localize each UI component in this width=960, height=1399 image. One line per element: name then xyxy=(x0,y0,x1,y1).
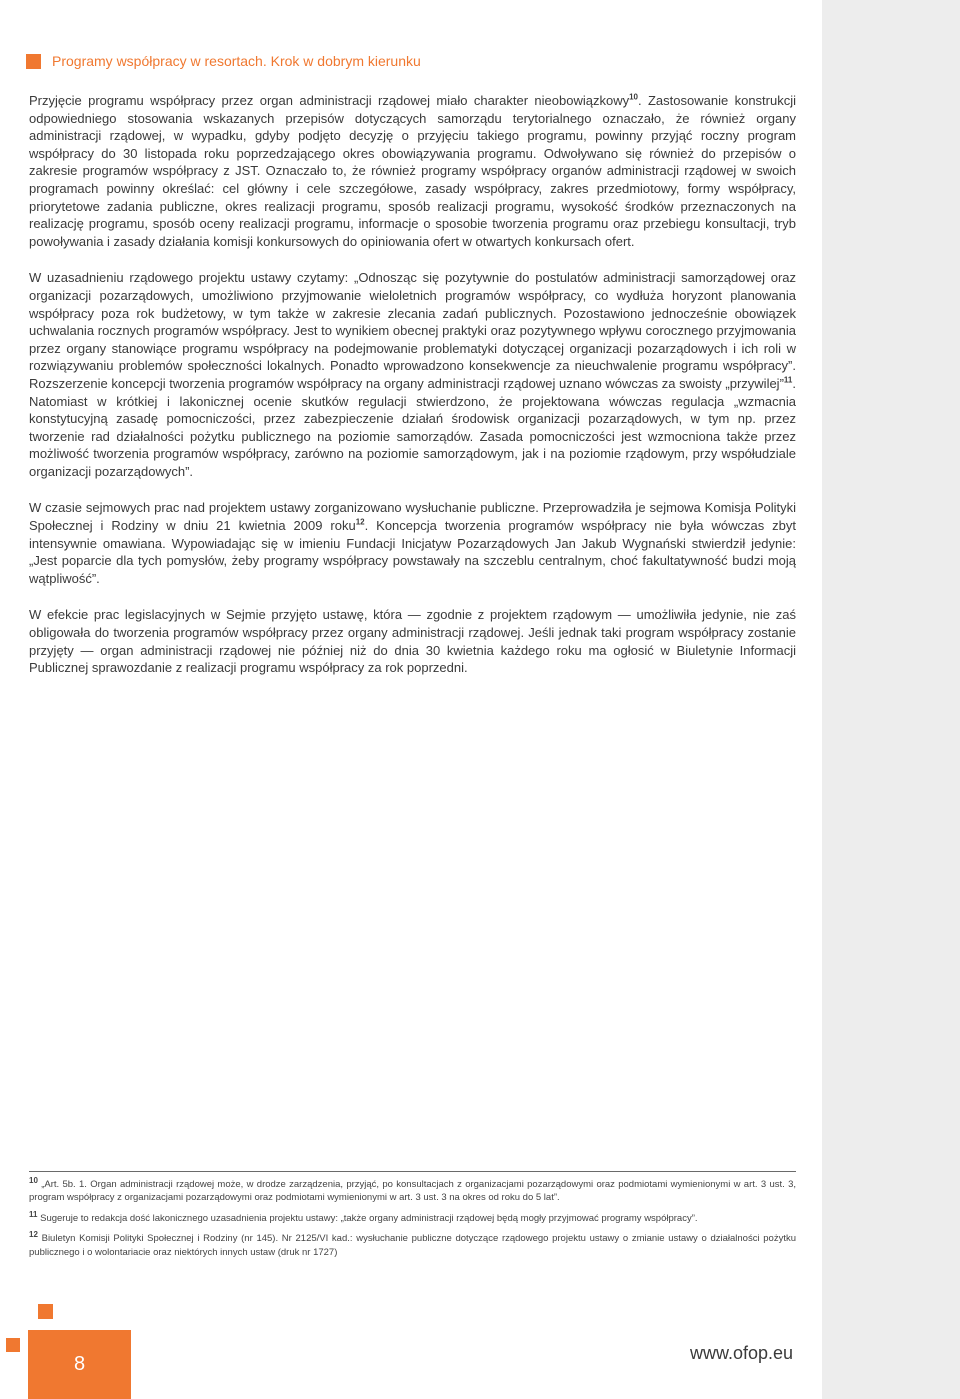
paragraph-4: W efekcie prac legislacyjnych w Sejmie przyjęto ustawę, która — zgodnie z projektem rządowym — umożliwiła jedynie, nie zaś obligowała do tworzenia programów współpracy przez organy administracji rządowej. Jeśli jednak taki program współpracy zostanie przyjęty — organ administracji rządowej nie później niż do dnia 30 kwietnia każdego roku ma ogłosić w Biuletynie Informacji Publicznej sprawozdanie z realizacji programu współpracy za rok poprzedni. xyxy=(29,607,796,676)
decor-square-mid-icon xyxy=(6,1338,20,1352)
footnote-text: Biuletyn Komisji Polityki Społecznej i Rodziny (nr 145). Nr 2125/VI kad.: wysłuchanie publiczne dotyczące rządowego projektu ustawy o zmianie ustawy o działalności pożytku publicznego i o wolontariacie oraz niektórych innych ustaw (druk nr 1727) xyxy=(29,1233,796,1258)
page-number: 8 xyxy=(73,1353,86,1375)
footnote-ref-10[interactable]: 10 xyxy=(629,92,638,102)
header-title: Programy współpracy w resortach. Krok w dobrym kierunku xyxy=(52,53,421,69)
page-number-box xyxy=(28,1330,131,1399)
footnote-ref-11[interactable]: 11 xyxy=(783,375,793,385)
paragraph-1: Przyjęcie programu współpracy przez organ administracji rządowej miało charakter nieobowiązkowy$^{10}$. Zastosowanie konstrukcji odpowiedniego stosowania wskazanych przepisów dotyczących samorządu terytorialnego oznaczało, że również organy administracji rządowej, w wypadku, gdyby podjęto decyzję o przyjęciu takiego programu, powinny przyjąć roczny program współpracy do 30 listopada roku poprzedzającego okres obowiązywania programu. Odwoływano się również do przepisów o zakresie programów współpracy z JST. Oznaczało to, że również programy współpracy organów administracji rządowej w swoich programach powinny określać: cel główny i cele szczegółowe, zasady współpracy, zakres przedmiotowy, formy współpracy, priorytetowe zadania publiczne, okres realizacji programu, sposób realizacji programu, wysokość środków przeznaczonych na realizację programu, sposób oceny realizacji programu, informacje o sposobie tworzenia programu oraz przebiegu konsultacji, tryb powoływania i zasady działania komisji konkursowych do opiniowania ofert w otwartych konkursach ofert. xyxy=(29,92,796,249)
main-content xyxy=(29,92,796,696)
footnote-10 xyxy=(29,1175,797,1205)
footnote-ref-12[interactable]: 12 xyxy=(355,517,365,527)
side-strip xyxy=(822,0,960,1399)
footnote-text: „Art. 5b. 1. Organ administracji rządowej może, w drodze zarządzenia, przyjąć, po konsultacjach z organizacjami pozarządowymi oraz podmiotami wymienionymi w art. 3 ust. 3, program współpracy z organizacjami pozarządowymi oraz podmiotami wymienionymi w art. 3 ust. 3 na okres od roku do 5 lat”. xyxy=(29,1179,797,1204)
header-square-icon xyxy=(26,54,41,69)
site-url-link[interactable]: www.ofop.eu xyxy=(690,1343,794,1363)
footnote-divider xyxy=(29,1171,796,1172)
footnote-number: 12 xyxy=(29,1230,38,1240)
decor-square-small-icon xyxy=(38,1304,53,1319)
paragraph-2: W uzasadnieniu rządowego projektu ustawy czytamy: „Odnosząc się pozytywnie do postulatów administracji samorządowej oraz organizacji pozarządowych, umożliwiono przyjmowanie wieloletnich programów współpracy, co wydłuża horyzont planowania współpracy poza rok budżetowy, w tym także w zakresie zlecania zadań publicznych. Pozostawiono jednocześnie obowiązek uchwalania rocznych programów współpracy. Jest to wynikiem obecnej praktyki oraz pozytywnego wpływu corocznego przyjmowania przez organy stanowiące programu współpracy na podejmowanie problematyki dotyczącej organizacji pozarządowych i ich roli w rozwiązywaniu problemów społeczności lokalnych. Ponadto wprowadzono konsekwencje za nieuchwalenie programu współpracy”. Rozszerzenie koncepcji tworzenia programów współpracy na organy administracji rządowej uznano wówczas za swoisty „przywilej”$^{11}$. Natomiast w krótkiej i lakonicznej ocenie skutków regulacji stwierdzono, że projektowana wówczas regulacja „wzmacnia konstytucyjną zasadę pomocniczości, przez zabezpieczenie działań środowisk organizacji pozarządowych, w tym np. przez tworzenie rad działalności pożytku publicznego na poziomie samorządów. Zasada pomocniczości jest wzmocniona także przez możliwość tworzenia programów współpracy, zarówno na poziomie samorządowym, jak i na poziomie rządowym, przy współudziale organizacji pozarządowych”. xyxy=(29,270,796,479)
footnotes xyxy=(29,1175,797,1266)
footnote-12 xyxy=(29,1232,796,1259)
footnote-number: 10 xyxy=(29,1175,38,1185)
footnote-text: Sugeruje to redakcja dość lakonicznego uzasadnienia projektu ustawy: „także organy administracji rządowej będą mogły przyjmować programy współpracy”. xyxy=(40,1212,698,1224)
running-header xyxy=(26,53,421,69)
paragraph-3: W czasie sejmowych prac nad projektem ustawy zorganizowano wysłuchanie publiczne. Przeprowadziła je sejmowa Komisja Polityki Społecznej i Rodziny w dniu 21 kwietnia 2009 roku$^{12}$. Koncepcja tworzenia programów współpracy nie była wówczas zbyt intensywnie omawiana. Wypowiadając się w imieniu Fundacji Inicjatyw Pozarządowych Jan Jakub Wygnański stwierdził jedynie: „Jest poparcie dla tych pomysłów, żeby programy współpracy powstawały na szczeblu centralnym, choć fakultatywność budzi moją wątpliwość”. xyxy=(29,500,796,586)
footnote-11 xyxy=(29,1209,796,1225)
footnote-number: 11 xyxy=(29,1209,38,1219)
